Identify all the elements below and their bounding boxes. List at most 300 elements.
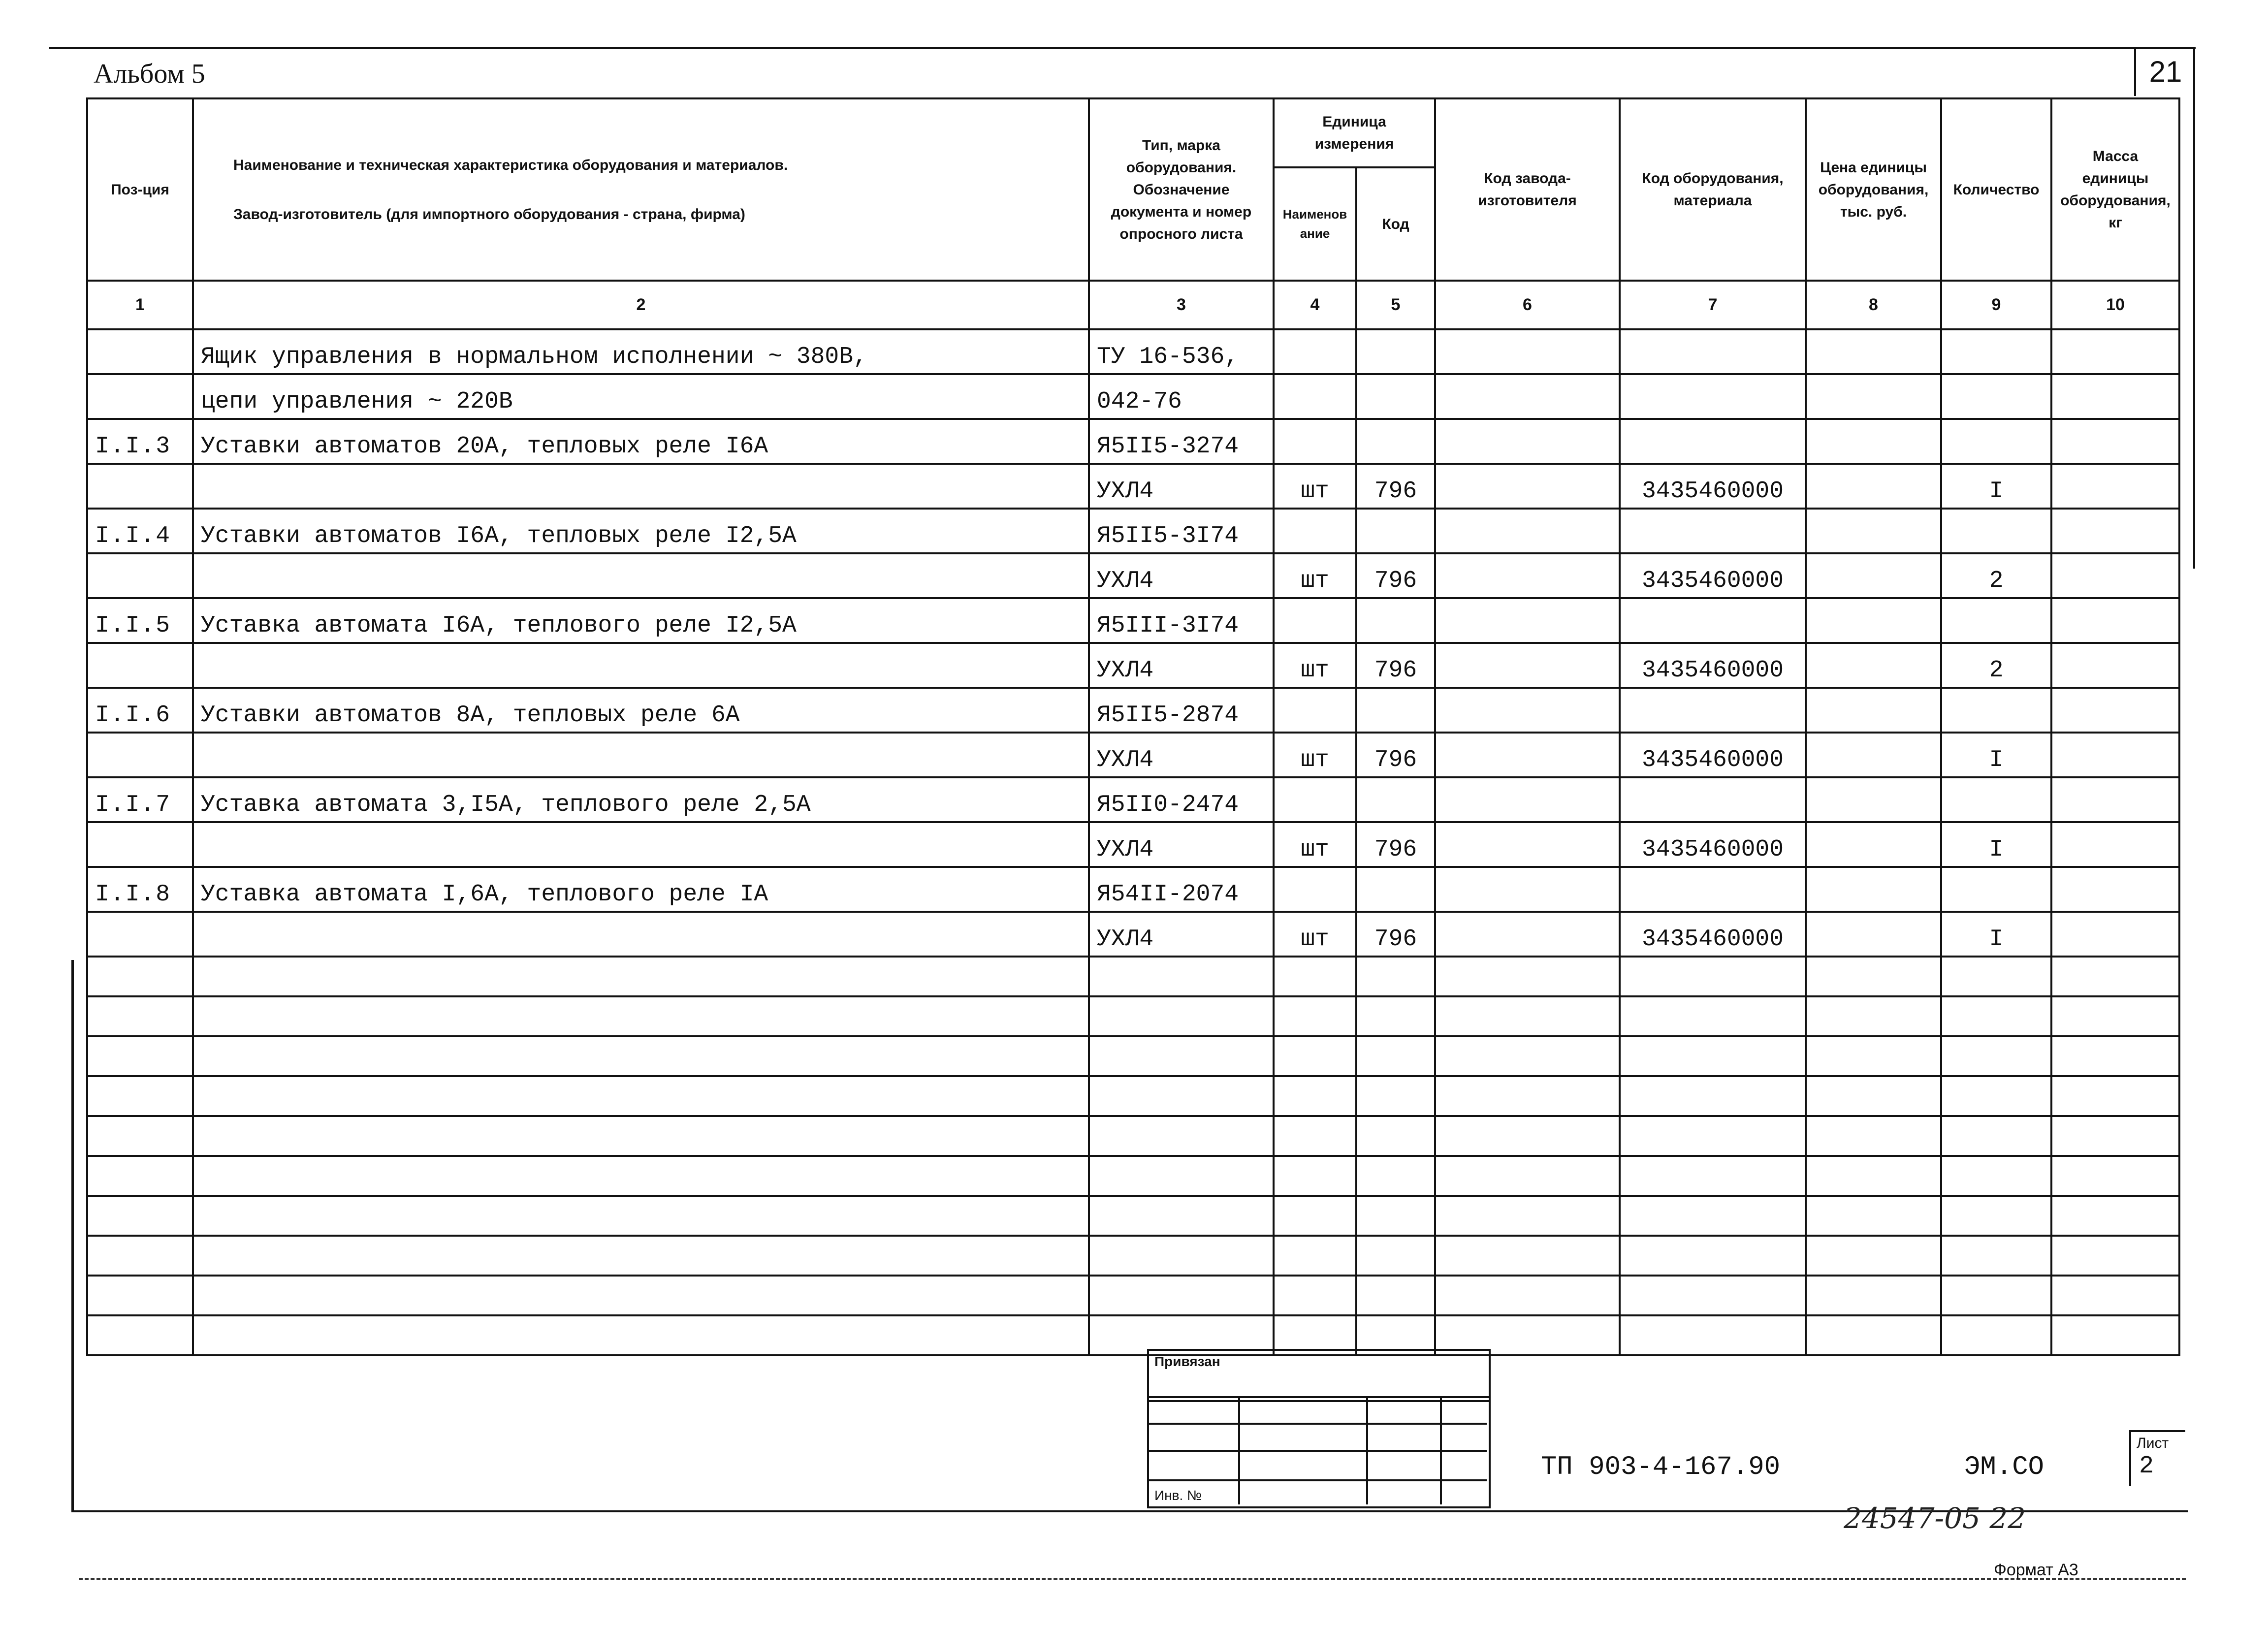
empty-cell — [1356, 1116, 1435, 1156]
cell-pos — [87, 374, 193, 419]
empty-row — [87, 1076, 2179, 1116]
header-unit-name: Наименование — [1274, 167, 1356, 281]
cell-plant — [1435, 733, 1620, 777]
header-position: Поз-ция — [87, 98, 193, 281]
empty-cell — [1941, 957, 2051, 996]
empty-cell — [1941, 1315, 2051, 1355]
empty-cell — [1089, 1236, 1274, 1276]
stamp-divider — [1147, 1423, 1487, 1425]
header-quantity: Количество — [1941, 98, 2051, 281]
empty-cell — [1620, 1116, 1806, 1156]
empty-cell — [1941, 1236, 2051, 1276]
empty-cell — [1941, 1156, 2051, 1196]
cell-type: УХЛ4 — [1089, 733, 1274, 777]
empty-cell — [1089, 1036, 1274, 1076]
cell-price — [1806, 867, 1941, 912]
sheet-number: 2 — [2139, 1452, 2154, 1480]
cell-qty — [1941, 688, 2051, 733]
empty-cell — [1620, 1315, 1806, 1355]
document-section: ЭМ.СО — [1964, 1452, 2044, 1482]
cell-unit: шт — [1274, 822, 1356, 867]
empty-cell — [193, 1076, 1089, 1116]
empty-cell — [87, 1315, 193, 1355]
empty-cell — [87, 1196, 193, 1236]
empty-cell — [1274, 957, 1356, 996]
column-number: 9 — [1941, 281, 2051, 329]
cell-unit: шт — [1274, 464, 1356, 509]
cell-code — [1356, 598, 1435, 643]
cell-code: 796 — [1356, 553, 1435, 598]
cell-qty — [1941, 509, 2051, 553]
cell-code — [1356, 419, 1435, 464]
cell-equip — [1620, 329, 1806, 374]
cell-unit — [1274, 509, 1356, 553]
cell-mass — [2051, 419, 2179, 464]
empty-cell — [1435, 996, 1620, 1036]
empty-cell — [87, 1036, 193, 1076]
cell-mass — [2051, 688, 2179, 733]
header-mass: Масса единицы оборудования, кг — [2051, 98, 2179, 281]
cell-name — [193, 464, 1089, 509]
cell-price — [1806, 912, 1941, 957]
empty-cell — [2051, 1196, 2179, 1236]
cell-code — [1356, 867, 1435, 912]
header-description-line1: Наименование и техническая характеристика оборудования и материалов. — [233, 157, 788, 173]
cell-price — [1806, 509, 1941, 553]
table-row — [87, 643, 2179, 688]
cell-mass — [2051, 867, 2179, 912]
album-label: Альбом 5 — [94, 59, 205, 89]
empty-cell — [1435, 1196, 1620, 1236]
cell-qty — [1941, 777, 2051, 822]
table-row — [87, 822, 2179, 867]
empty-cell — [1806, 1076, 1941, 1116]
cell-name: Уставки автоматов 8А, тепловых реле 6А — [193, 688, 1089, 733]
header-unit-group: Единица измерения — [1274, 98, 1435, 167]
cell-code: 796 — [1356, 643, 1435, 688]
cell-code — [1356, 688, 1435, 733]
cell-code — [1356, 329, 1435, 374]
empty-cell — [1620, 1196, 1806, 1236]
cell-price — [1806, 553, 1941, 598]
empty-cell — [1274, 1036, 1356, 1076]
cell-pos — [87, 553, 193, 598]
empty-cell — [1089, 1156, 1274, 1196]
cell-name — [193, 733, 1089, 777]
cell-name — [193, 912, 1089, 957]
empty-cell — [2051, 1036, 2179, 1076]
table-row — [87, 419, 2179, 464]
empty-cell — [87, 1116, 193, 1156]
empty-cell — [1089, 1116, 1274, 1156]
empty-cell — [1274, 1156, 1356, 1196]
empty-cell — [1435, 1236, 1620, 1276]
cell-mass — [2051, 509, 2179, 553]
empty-cell — [1274, 1276, 1356, 1315]
cell-pos — [87, 329, 193, 374]
cell-plant — [1435, 374, 1620, 419]
stamp-divider — [1147, 1450, 1487, 1452]
empty-cell — [1806, 1156, 1941, 1196]
cell-equip: 3435460000 — [1620, 643, 1806, 688]
column-number: 7 — [1620, 281, 1806, 329]
empty-cell — [193, 1236, 1089, 1276]
cell-qty: I — [1941, 822, 2051, 867]
cell-pos: I.I.8 — [87, 867, 193, 912]
table-row — [87, 553, 2179, 598]
table-row — [87, 509, 2179, 553]
cell-equip — [1620, 867, 1806, 912]
cell-code — [1356, 777, 1435, 822]
cell-pos — [87, 733, 193, 777]
empty-cell — [1806, 996, 1941, 1036]
cell-code: 796 — [1356, 733, 1435, 777]
page-number: 21 — [2134, 47, 2195, 96]
cell-type: Я5II5-2874 — [1089, 688, 1274, 733]
cell-pos — [87, 643, 193, 688]
stamp-inventory-label: Инв. № — [1154, 1488, 1202, 1503]
cell-code: 796 — [1356, 822, 1435, 867]
cell-pos: I.I.7 — [87, 777, 193, 822]
cell-type: УХЛ4 — [1089, 643, 1274, 688]
cell-name: Уставка автомата I6А, теплового реле I2,5А — [193, 598, 1089, 643]
empty-cell — [1089, 1196, 1274, 1236]
empty-cell — [1356, 1196, 1435, 1236]
cell-mass — [2051, 329, 2179, 374]
column-number: 2 — [193, 281, 1089, 329]
empty-cell — [193, 957, 1089, 996]
cell-qty: I — [1941, 464, 2051, 509]
empty-cell — [1806, 1036, 1941, 1076]
column-number: 3 — [1089, 281, 1274, 329]
table-row — [87, 688, 2179, 733]
cell-pos: I.I.5 — [87, 598, 193, 643]
table-row — [87, 912, 2179, 957]
cell-plant — [1435, 867, 1620, 912]
empty-cell — [87, 1076, 193, 1116]
cell-unit — [1274, 598, 1356, 643]
cell-unit: шт — [1274, 643, 1356, 688]
cell-name: Ящик управления в нормальном исполнении ~ 380В, — [193, 329, 1089, 374]
empty-cell — [1941, 1116, 2051, 1156]
cell-name — [193, 553, 1089, 598]
approval-stamp — [1147, 1349, 1492, 1506]
cell-plant — [1435, 553, 1620, 598]
cell-mass — [2051, 598, 2179, 643]
cell-equip — [1620, 374, 1806, 419]
cell-price — [1806, 643, 1941, 688]
table-row — [87, 329, 2179, 374]
header-description — [193, 98, 1089, 281]
cell-pos — [87, 822, 193, 867]
empty-cell — [1356, 1036, 1435, 1076]
cell-unit — [1274, 777, 1356, 822]
cell-plant — [1435, 912, 1620, 957]
empty-cell — [193, 996, 1089, 1036]
table-row — [87, 777, 2179, 822]
empty-row — [87, 1276, 2179, 1315]
specification-table — [86, 97, 2180, 1356]
cell-mass — [2051, 822, 2179, 867]
cell-type: Я5II5-3I74 — [1089, 509, 1274, 553]
empty-row — [87, 1116, 2179, 1156]
empty-cell — [2051, 1315, 2179, 1355]
empty-cell — [2051, 1156, 2179, 1196]
header-plant-code: Код завода-изготовителя — [1435, 98, 1620, 281]
empty-cell — [1806, 1315, 1941, 1355]
cell-type: ТУ 16-536, — [1089, 329, 1274, 374]
cell-qty: 2 — [1941, 553, 2051, 598]
document-number: ТП 903-4-167.90 — [1541, 1452, 1781, 1482]
cell-qty — [1941, 598, 2051, 643]
cell-name — [193, 643, 1089, 688]
table-body — [87, 281, 2179, 1355]
empty-cell — [1435, 1036, 1620, 1076]
empty-cell — [1620, 1076, 1806, 1116]
cell-qty: I — [1941, 912, 2051, 957]
column-number: 10 — [2051, 281, 2179, 329]
sheet-label: Лист — [2137, 1435, 2169, 1451]
empty-cell — [87, 996, 193, 1036]
column-number: 8 — [1806, 281, 1941, 329]
format-label: Формат А3 — [1994, 1561, 2078, 1579]
cell-equip — [1620, 419, 1806, 464]
header-equipment-code: Код оборудования, материала — [1620, 98, 1806, 281]
cell-price — [1806, 598, 1941, 643]
empty-cell — [2051, 1276, 2179, 1315]
cell-qty — [1941, 374, 2051, 419]
empty-cell — [1274, 1196, 1356, 1236]
stamp-attached-label: Привязан — [1154, 1354, 1220, 1369]
cell-mass — [2051, 643, 2179, 688]
empty-cell — [1274, 996, 1356, 1036]
empty-cell — [1089, 1076, 1274, 1116]
empty-cell — [87, 957, 193, 996]
empty-cell — [1806, 957, 1941, 996]
header-type: Тип, марка оборудования. Обозначение документа и номер опросного листа — [1089, 98, 1274, 281]
cell-plant — [1435, 509, 1620, 553]
empty-cell — [1356, 957, 1435, 996]
cell-equip: 3435460000 — [1620, 912, 1806, 957]
header-description-line2: Завод-изготовитель (для импортного оборудования - страна, фирма) — [233, 206, 745, 223]
cell-price — [1806, 329, 1941, 374]
empty-cell — [1620, 1276, 1806, 1315]
cell-name: Уставка автомата 3,I5А, теплового реле 2,5А — [193, 777, 1089, 822]
cell-code: 796 — [1356, 464, 1435, 509]
empty-row — [87, 1196, 2179, 1236]
empty-row — [87, 1156, 2179, 1196]
cell-type: Я5III-3I74 — [1089, 598, 1274, 643]
cell-price — [1806, 733, 1941, 777]
column-number: 4 — [1274, 281, 1356, 329]
empty-row — [87, 957, 2179, 996]
cell-mass — [2051, 464, 2179, 509]
empty-cell — [87, 1236, 193, 1276]
column-number-row — [87, 281, 2179, 329]
table-row — [87, 374, 2179, 419]
empty-cell — [1806, 1116, 1941, 1156]
empty-row — [87, 1036, 2179, 1076]
cell-name: Уставки автоматов 20А, тепловых реле I6А — [193, 419, 1089, 464]
cell-type: УХЛ4 — [1089, 464, 1274, 509]
empty-row — [87, 996, 2179, 1036]
empty-cell — [193, 1315, 1089, 1355]
cell-unit — [1274, 688, 1356, 733]
empty-cell — [1435, 1076, 1620, 1116]
empty-cell — [1356, 1236, 1435, 1276]
empty-cell — [1356, 1276, 1435, 1315]
frame-left-line — [71, 960, 74, 1511]
cell-qty — [1941, 419, 2051, 464]
cell-plant — [1435, 419, 1620, 464]
cell-unit — [1274, 374, 1356, 419]
cell-type: УХЛ4 — [1089, 822, 1274, 867]
empty-cell — [193, 1276, 1089, 1315]
cell-type: Я5II0-2474 — [1089, 777, 1274, 822]
cell-price — [1806, 688, 1941, 733]
cell-mass — [2051, 777, 2179, 822]
cell-type: УХЛ4 — [1089, 912, 1274, 957]
empty-cell — [1089, 996, 1274, 1036]
cell-name — [193, 822, 1089, 867]
cell-plant — [1435, 688, 1620, 733]
cell-equip — [1620, 688, 1806, 733]
cell-type: 042-76 — [1089, 374, 1274, 419]
column-number: 5 — [1356, 281, 1435, 329]
empty-cell — [1941, 1036, 2051, 1076]
empty-cell — [1356, 996, 1435, 1036]
table-row — [87, 464, 2179, 509]
empty-cell — [1274, 1236, 1356, 1276]
empty-cell — [1941, 996, 2051, 1036]
stamp-divider — [1147, 1479, 1487, 1481]
empty-cell — [1089, 1276, 1274, 1315]
cell-unit: шт — [1274, 733, 1356, 777]
cell-mass — [2051, 374, 2179, 419]
cut-line — [79, 1578, 2186, 1580]
frame-top-line — [49, 47, 2196, 49]
cell-pos — [87, 912, 193, 957]
empty-cell — [1620, 1156, 1806, 1196]
cell-unit — [1274, 867, 1356, 912]
cell-qty: I — [1941, 733, 2051, 777]
empty-row — [87, 1236, 2179, 1276]
cell-plant — [1435, 822, 1620, 867]
empty-cell — [1620, 1036, 1806, 1076]
cell-type: Я54II-2074 — [1089, 867, 1274, 912]
cell-code — [1356, 509, 1435, 553]
empty-cell — [1941, 1196, 2051, 1236]
empty-cell — [1435, 957, 1620, 996]
cell-equip — [1620, 509, 1806, 553]
cell-unit — [1274, 329, 1356, 374]
cell-equip: 3435460000 — [1620, 553, 1806, 598]
cell-equip — [1620, 777, 1806, 822]
cell-qty — [1941, 867, 2051, 912]
empty-cell — [1356, 1156, 1435, 1196]
cell-mass — [2051, 912, 2179, 957]
header-price: Цена единицы оборудования, тыс. руб. — [1806, 98, 1941, 281]
cell-type: Я5II5-3274 — [1089, 419, 1274, 464]
empty-cell — [193, 1196, 1089, 1236]
cell-plant — [1435, 777, 1620, 822]
cell-type: УХЛ4 — [1089, 553, 1274, 598]
empty-cell — [1435, 1116, 1620, 1156]
column-number: 6 — [1435, 281, 1620, 329]
cell-price — [1806, 777, 1941, 822]
empty-cell — [1089, 957, 1274, 996]
empty-cell — [2051, 996, 2179, 1036]
cell-plant — [1435, 598, 1620, 643]
empty-cell — [193, 1116, 1089, 1156]
empty-cell — [1941, 1076, 2051, 1116]
empty-cell — [87, 1156, 193, 1196]
cell-unit: шт — [1274, 553, 1356, 598]
empty-cell — [87, 1276, 193, 1315]
empty-cell — [1356, 1076, 1435, 1116]
cell-code: 796 — [1356, 912, 1435, 957]
cell-equip: 3435460000 — [1620, 822, 1806, 867]
cell-pos: I.I.3 — [87, 419, 193, 464]
cell-qty: 2 — [1941, 643, 2051, 688]
empty-cell — [2051, 1076, 2179, 1116]
table-row — [87, 598, 2179, 643]
handwritten-number: 24547-05 22 — [1844, 1501, 2026, 1535]
empty-cell — [2051, 1116, 2179, 1156]
empty-row — [87, 1315, 2179, 1355]
frame-right-line — [2193, 47, 2195, 569]
empty-cell — [1941, 1276, 2051, 1315]
empty-cell — [1806, 1276, 1941, 1315]
empty-cell — [2051, 1236, 2179, 1276]
cell-code — [1356, 374, 1435, 419]
column-number: 1 — [87, 281, 193, 329]
cell-mass — [2051, 733, 2179, 777]
table-row — [87, 867, 2179, 912]
cell-equip: 3435460000 — [1620, 733, 1806, 777]
empty-cell — [1806, 1236, 1941, 1276]
empty-cell — [193, 1036, 1089, 1076]
empty-cell — [1274, 1116, 1356, 1156]
cell-price — [1806, 419, 1941, 464]
cell-price — [1806, 822, 1941, 867]
cell-equip — [1620, 598, 1806, 643]
cell-price — [1806, 464, 1941, 509]
cell-name: цепи управления ~ 220В — [193, 374, 1089, 419]
cell-name: Уставки автоматов I6А, тепловых реле I2,5А — [193, 509, 1089, 553]
cell-unit — [1274, 419, 1356, 464]
cell-plant — [1435, 329, 1620, 374]
cell-pos: I.I.6 — [87, 688, 193, 733]
empty-cell — [1806, 1196, 1941, 1236]
cell-plant — [1435, 643, 1620, 688]
empty-cell — [193, 1156, 1089, 1196]
empty-cell — [1620, 996, 1806, 1036]
cell-plant — [1435, 464, 1620, 509]
empty-cell — [1274, 1076, 1356, 1116]
cell-pos: I.I.4 — [87, 509, 193, 553]
cell-mass — [2051, 553, 2179, 598]
table-row — [87, 733, 2179, 777]
cell-pos — [87, 464, 193, 509]
empty-cell — [1435, 1276, 1620, 1315]
cell-equip: 3435460000 — [1620, 464, 1806, 509]
cell-qty — [1941, 329, 2051, 374]
cell-name: Уставка автомата I,6А, теплового реле IА — [193, 867, 1089, 912]
empty-cell — [1620, 957, 1806, 996]
empty-cell — [1435, 1156, 1620, 1196]
empty-cell — [2051, 957, 2179, 996]
